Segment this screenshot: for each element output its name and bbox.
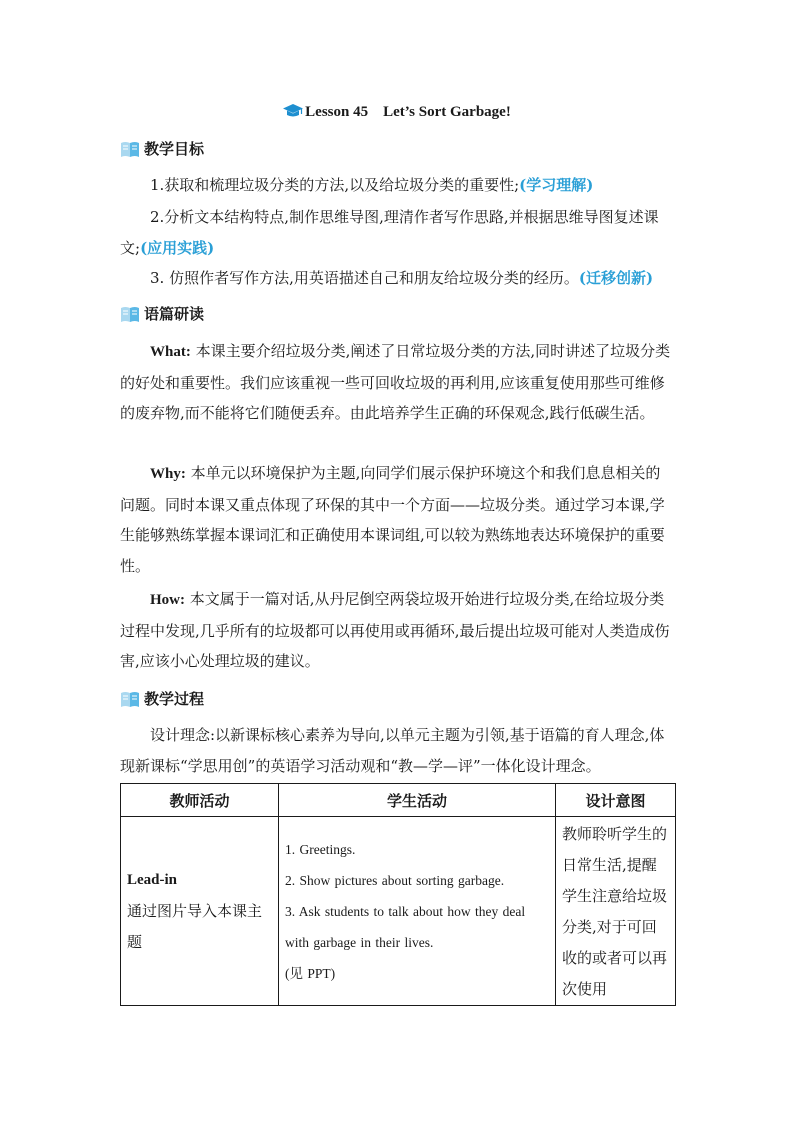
study-why: Why: 本单元以环境保护为主题,向同学们展示保护环境这个和我们息息相关的问题。同时本课又重点体现了环保的其中一个方面——垃圾分类。通过学习本课,学生能够熟练掌握本课词汇和正确使用本课词组,可以较为熟练地表达环境保护的重要性。 — [120, 464, 665, 575]
study-what: What: 本课主要介绍垃圾分类,阐述了日常垃圾分类的方法,同时讲述了垃圾分类的好处和重要性。我们应该重视一些可回收垃圾的再利用,应该重复使用那些可维修的废弃物,而不能将它们随便丢弃。由此培养学生正确的环保观念,践行低碳生活。 — [120, 342, 671, 422]
table-header-teacher: 教师活动 — [121, 784, 279, 817]
table-header-intent: 设计意图 — [556, 784, 676, 817]
study-how: How: 本文属于一篇对话,从丹尼倒空两袋垃圾开始进行垃圾分类,在给垃圾分类过程中发现,几乎所有的垃圾都可以再使用或再循环,最后提出垃圾可能对人类造成伤害,应该小心处理垃圾的建议。 — [120, 590, 670, 670]
design-philosophy: 设计理念:以新课标核心素养为导向,以单元主题为引领,基于语篇的育人理念,体现新课标“学思用创”的英语学习活动观和“教—学—评”一体化设计理念。 — [120, 726, 665, 775]
table-header-student: 学生活动 — [279, 784, 556, 817]
design-intent-cell: 教师聆听学生的日常生活,提醒学生注意给垃圾分类,对于可回收的或者可以再次使用 — [556, 817, 676, 1006]
table-header-row — [121, 784, 676, 817]
teacher-activity-cell: Lead-in 通过图片导入本课主题 — [121, 817, 279, 1006]
goal-3: 3. 仿照作者写作方法,用英语描述自己和朋友给垃圾分类的经历。(迁移创新) — [150, 269, 654, 287]
goal-2: 2.分析文本结构特点,制作思维导图,理清作者写作思路,并根据思维导图复述课文;(应用实践) — [120, 208, 659, 257]
teaching-process-table — [120, 783, 676, 1006]
book-icon — [120, 140, 140, 162]
book-icon — [120, 690, 140, 712]
goal-1: 1.获取和梳理垃圾分类的方法,以及给垃圾分类的重要性;(学习理解) — [150, 176, 594, 194]
student-activity-cell: 1. Greetings. 2. Show pictures about sorting garbage. 3. Ask students to talk about how they deal with garbage in their lives. (见 PPT) — [279, 817, 556, 1006]
table-row — [121, 817, 676, 1006]
section-heading-process: 教学过程 — [120, 688, 204, 710]
section-heading-goals: 教学目标 — [120, 138, 204, 160]
graduation-cap-icon — [283, 103, 303, 124]
lesson-title: Lesson 45 Let’s Sort Garbage! — [0, 100, 794, 124]
book-icon — [120, 305, 140, 327]
section-heading-study: 语篇研读 — [120, 303, 204, 325]
